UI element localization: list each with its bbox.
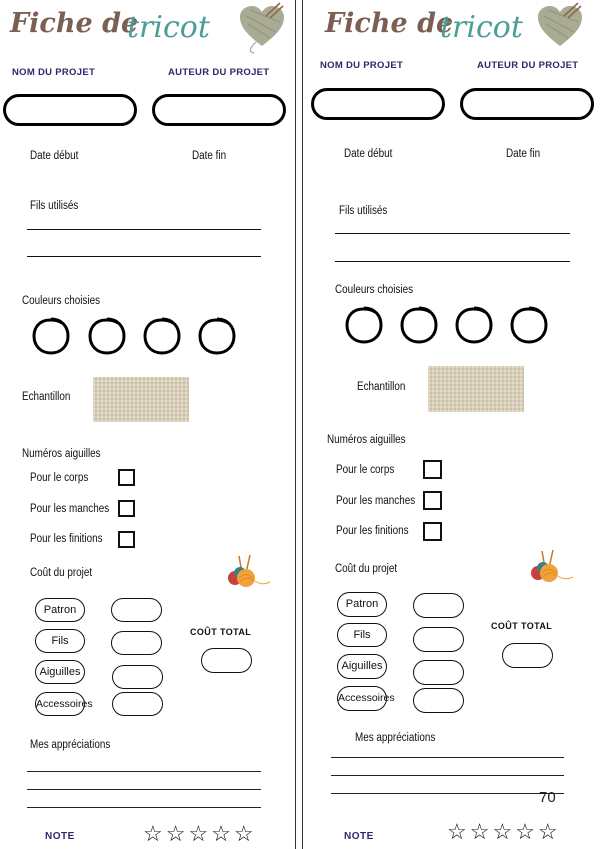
project-name-field[interactable]	[311, 88, 445, 120]
title-tricot: tricot	[440, 10, 523, 45]
cost-pattern-field[interactable]	[111, 598, 162, 622]
color-circle[interactable]	[142, 316, 182, 356]
cost-accessories-field[interactable]	[413, 688, 464, 713]
appreciation-label: Mes appréciations	[30, 739, 111, 751]
knitting-sheet-right	[303, 0, 600, 849]
appreciation-line[interactable]	[331, 757, 564, 758]
rating-stars[interactable]: ☆☆☆☆☆	[143, 821, 257, 846]
project-name-label: NOM DU PROJET	[320, 60, 404, 71]
project-author-label: AUTEUR DU PROJET	[168, 67, 270, 78]
appreciation-line[interactable]	[331, 775, 564, 776]
appreciation-line[interactable]	[27, 789, 261, 790]
swatch-image	[93, 377, 189, 422]
start-date-label: Date début	[344, 148, 393, 160]
page-number: 70	[539, 789, 556, 806]
swatch-image	[428, 366, 524, 412]
project-author-field[interactable]	[152, 94, 286, 126]
yarn-balls-icon	[224, 553, 272, 589]
needle-body-checkbox[interactable]	[118, 469, 135, 486]
title-tricot: tricot	[127, 10, 210, 45]
needle-body-checkbox[interactable]	[423, 460, 442, 479]
color-circle[interactable]	[509, 305, 549, 345]
end-date-label: Date fin	[192, 150, 227, 162]
title-fiche-de: Fiche de	[325, 8, 454, 39]
total-cost-field[interactable]	[201, 648, 252, 673]
total-cost-label: COÛT TOTAL	[190, 627, 252, 637]
swatch-label: Echantillon	[357, 381, 406, 393]
yarns-line[interactable]	[27, 229, 261, 230]
yarns-label: Fils utilisés	[339, 205, 388, 217]
color-circle[interactable]	[344, 305, 384, 345]
end-date-label: Date fin	[506, 148, 541, 160]
needle-finishing-label: Pour les finitions	[336, 525, 409, 537]
card-divider	[295, 0, 296, 849]
needle-sleeves-label: Pour les manches	[336, 495, 416, 507]
cost-pattern-field[interactable]	[413, 593, 464, 618]
project-author-label: AUTEUR DU PROJET	[477, 60, 579, 71]
needle-body-label: Pour le corps	[336, 464, 395, 476]
yarns-label: Fils utilisés	[30, 200, 79, 212]
cost-yarn-field[interactable]	[413, 627, 464, 652]
yarn-balls-icon	[527, 548, 575, 584]
color-circle[interactable]	[197, 316, 237, 356]
note-label: NOTE	[45, 831, 75, 842]
color-circle[interactable]	[31, 316, 71, 356]
appreciation-line[interactable]	[27, 807, 261, 808]
cost-yarn-field[interactable]	[111, 631, 162, 655]
needle-body-label: Pour le corps	[30, 472, 89, 484]
colors-label: Couleurs choisies	[22, 295, 101, 307]
needles-label: Numéros aiguilles	[327, 434, 406, 446]
yarns-line[interactable]	[335, 261, 570, 262]
cost-item-needles: Aiguilles	[35, 660, 85, 684]
cost-item-accessories: Accessoires	[35, 692, 85, 716]
appreciation-label: Mes appréciations	[355, 732, 436, 744]
cost-item-pattern: Patron	[35, 598, 85, 622]
color-circle[interactable]	[399, 305, 439, 345]
cost-accessories-field[interactable]	[112, 692, 163, 716]
start-date-label: Date début	[30, 150, 79, 162]
color-circle[interactable]	[87, 316, 127, 356]
swatch-label: Echantillon	[22, 391, 71, 403]
yarns-line[interactable]	[335, 233, 570, 234]
cost-needles-field[interactable]	[112, 665, 163, 689]
yarn-heart-icon	[534, 2, 586, 54]
cost-item-yarn: Fils	[337, 623, 387, 647]
yarns-line[interactable]	[27, 256, 261, 257]
appreciation-line[interactable]	[331, 793, 564, 794]
cost-item-needles: Aiguilles	[337, 654, 387, 679]
needle-sleeves-checkbox[interactable]	[423, 491, 442, 510]
rating-stars[interactable]: ☆☆☆☆☆	[447, 819, 561, 844]
cost-item-yarn: Fils	[35, 629, 85, 653]
knitting-sheet-left	[0, 0, 295, 849]
title-fiche-de: Fiche de	[10, 8, 139, 39]
total-cost-field[interactable]	[502, 643, 553, 668]
cost-needles-field[interactable]	[413, 660, 464, 685]
cost-label: Coût du projet	[335, 563, 398, 575]
needle-finishing-checkbox[interactable]	[423, 522, 442, 541]
colors-label: Couleurs choisies	[335, 284, 414, 296]
total-cost-label: COÛT TOTAL	[491, 621, 553, 631]
yarn-heart-icon	[236, 2, 288, 54]
project-name-label: NOM DU PROJET	[12, 67, 96, 78]
needle-sleeves-checkbox[interactable]	[118, 500, 135, 517]
needle-finishing-checkbox[interactable]	[118, 531, 135, 548]
color-circle[interactable]	[454, 305, 494, 345]
needle-sleeves-label: Pour les manches	[30, 503, 110, 515]
note-label: NOTE	[344, 831, 374, 842]
cost-item-pattern: Patron	[337, 592, 387, 617]
project-name-field[interactable]	[3, 94, 137, 126]
needle-finishing-label: Pour les finitions	[30, 533, 103, 545]
cost-item-accessories: Accessoires	[337, 686, 387, 711]
project-author-field[interactable]	[460, 88, 594, 120]
appreciation-line[interactable]	[27, 771, 261, 772]
needles-label: Numéros aiguilles	[22, 448, 101, 460]
cost-label: Coût du projet	[30, 567, 93, 579]
